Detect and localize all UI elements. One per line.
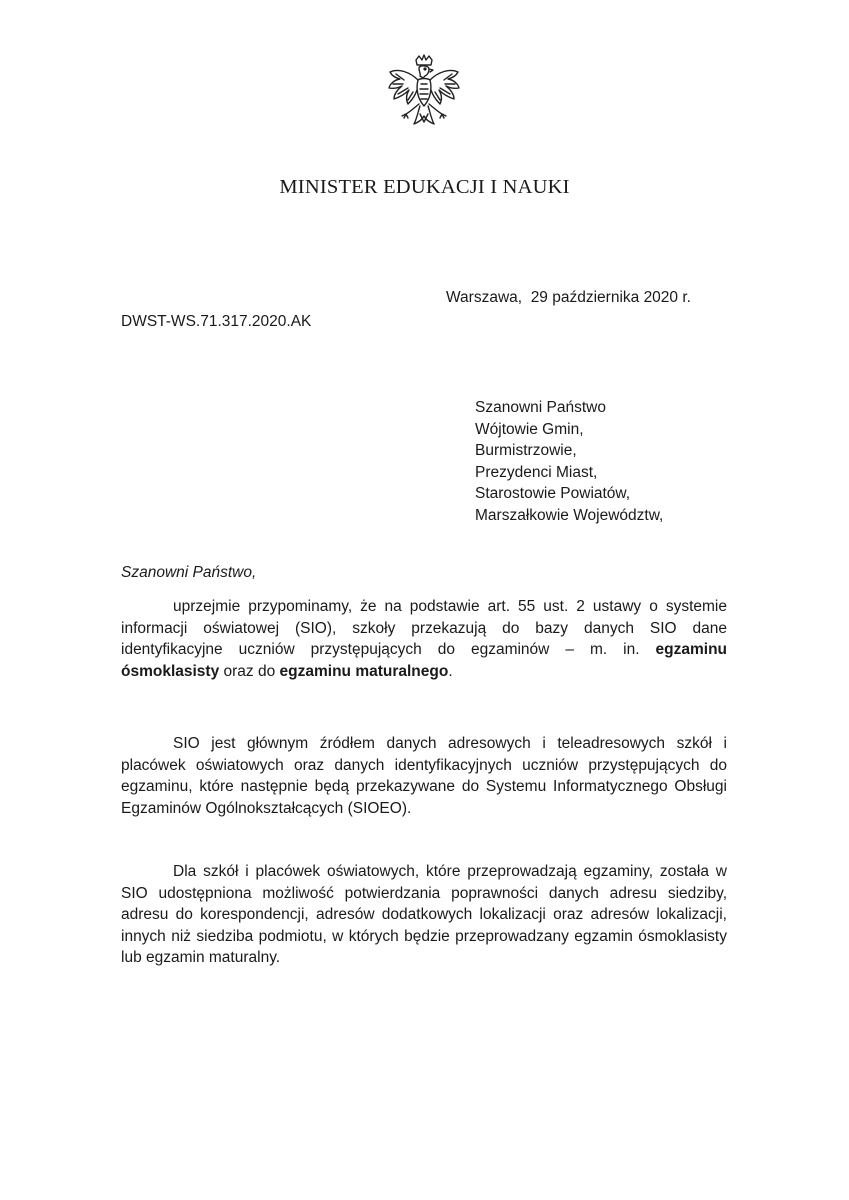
- polish-eagle-emblem-icon: [384, 54, 464, 138]
- paragraph-text: .: [448, 662, 453, 680]
- body-paragraph-3: Dla szkół i placówek oświatowych, które przeprowadzają egzaminy, została w SIO udostępniona możliwość potwierdzania poprawności danych adresu siedziby, adresu do korespondencji, adresów dodatkowych lokalizacji oraz adresów lokalizacji, innych niż siedziba podmiotu, w których będzie przeprowadzany egzamin ósmoklasisty lub egzamin maturalny.: [121, 863, 727, 967]
- recipient-line: Szanowni Państwo: [475, 399, 606, 416]
- body-paragraph-2: SIO jest głównym źródłem danych adresowych i teleadresowych szkół i placówek oświatowych oraz danych identyfikacyjnych uczniów przystępujących do egzaminu, które następnie będą przekazywane do Systemu Informatycznego Obsługi Egzaminów Ogólnokształcących (SIOEO).: [121, 735, 727, 817]
- recipients-block: [475, 397, 663, 527]
- bold-phrase: egzaminu ósmoklasisty: [121, 641, 727, 680]
- salutation: Szanowni Państwo,: [121, 564, 257, 581]
- recipient-line: Prezydenci Miast,: [475, 463, 598, 481]
- paragraph-text: uprzejmie przypominamy, że na podstawie art. 55 ust. 2 ustawy o systemie informacji oświatowej (SIO), szkoły przekazują do bazy danych SIO dane identyfikacyjne uczniów przystępujących do egzaminów – m. in.: [121, 598, 727, 659]
- recipient-line: Starostowie Powiatów,: [475, 485, 631, 503]
- bold-phrase: egzaminu maturalnego: [279, 662, 449, 680]
- organization-title: MINISTER EDUKACJI I NAUKI: [279, 176, 570, 198]
- place-and-date: Warszawa, 29 października 2020 r.: [446, 289, 691, 306]
- body-paragraph-1: [121, 596, 727, 682]
- recipient-line: Wójtowie Gmin,: [475, 420, 584, 438]
- reference-number: DWST-WS.71.317.2020.AK: [121, 313, 312, 330]
- recipient-line: Marszałkowie Województw,: [475, 506, 664, 524]
- recipient-line: Burmistrzowie,: [475, 442, 577, 460]
- paragraph-text: oraz do: [219, 662, 280, 680]
